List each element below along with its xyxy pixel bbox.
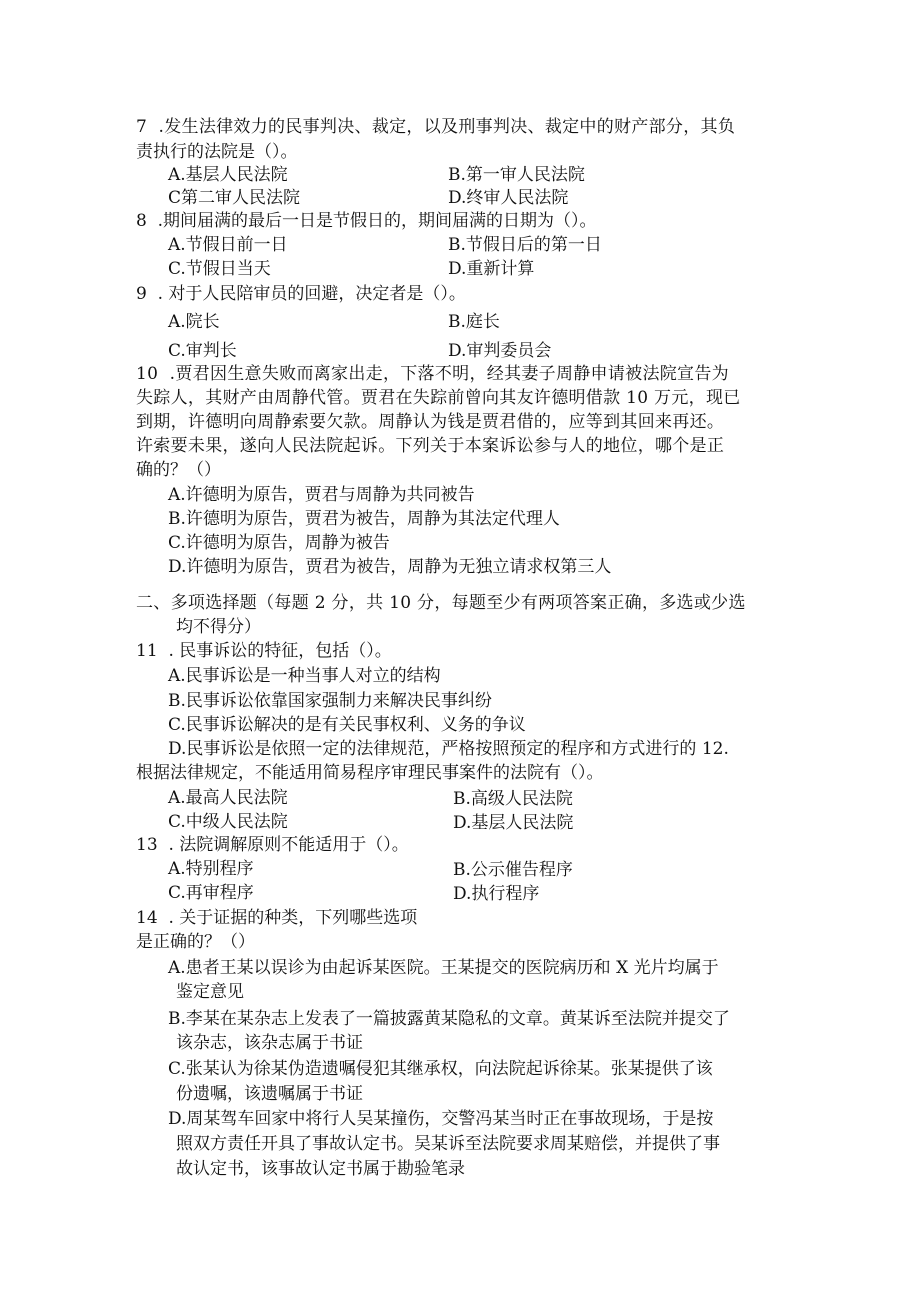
q8-stem: 8 .期间届满的最后一日是节假日的，期间届满的日期为（）。 bbox=[136, 211, 597, 231]
q11-option-b: B.民事诉讼依靠国家强制力来解决民事纠纷 bbox=[168, 691, 492, 711]
q11-stem: 11 . 民事诉讼的特征，包括（）。 bbox=[136, 641, 392, 661]
q13-option-a: A.特别程序 bbox=[168, 859, 254, 879]
q7-option-d: D.终审人民法院 bbox=[448, 188, 569, 208]
q13-option-c: C.再审程序 bbox=[168, 883, 254, 903]
q10-option-a: A.许德明为原告，贾君与周静为共同被告 bbox=[168, 485, 475, 505]
q10-stem-line1: 10 .贾君因生意失败而离家出走，下落不明，经其妻子周静申请被法院宣告为 bbox=[136, 364, 729, 384]
q9-option-c: C.审判长 bbox=[168, 341, 237, 361]
q8-option-a: A.节假日前一日 bbox=[168, 235, 288, 255]
q14-option-d-line1: D.周某驾车回家中将行人吴某撞伤，交警冯某当时正在事故现场，于是按 bbox=[168, 1109, 714, 1129]
section2-heading-line1: 二、多项选择题（每题 2 分，共 10 分，每题至少有两项答案正确，多选或少选 bbox=[136, 593, 746, 613]
q14-option-b-line1: B.李某在某杂志上发表了一篇披露黄某隐私的文章。黄某诉至法院并提交了 bbox=[168, 1009, 730, 1029]
q10-option-d: D.许德明为原告，贾君为被告，周静为无独立请求权第三人 bbox=[168, 557, 612, 577]
q12-option-a: A.最高人民法院 bbox=[168, 788, 288, 808]
q14-stem-line2: 是正确的？（） bbox=[136, 932, 255, 952]
q7-option-c: C第二审人民法院 bbox=[168, 188, 301, 208]
q9-option-a: A.院长 bbox=[168, 312, 220, 332]
q8-option-b: B.节假日后的第一日 bbox=[448, 235, 602, 255]
q7-option-a: A.基层人民法院 bbox=[168, 165, 288, 185]
q11-option-c: C.民事诉讼解决的是有关民事权利、义务的争议 bbox=[168, 715, 526, 735]
q9-option-d: D.审判委员会 bbox=[448, 341, 552, 361]
q14-option-c-line2: 份遗嘱，该遗嘱属于书证 bbox=[176, 1084, 363, 1104]
q12-option-c: C.中级人民法院 bbox=[168, 812, 288, 832]
q10-option-b: B.许德明为原告，贾君为被告，周静为其法定代理人 bbox=[168, 509, 560, 529]
q14-option-a-line2: 鉴定意见 bbox=[176, 982, 244, 1002]
q9-stem: 9 . 对于人民陪审员的回避，决定者是（）。 bbox=[136, 284, 466, 304]
q13-option-b: B.公示催告程序 bbox=[453, 860, 573, 880]
q14-option-d-line3: 故认定书，该事故认定书属于勘验笔录 bbox=[176, 1159, 465, 1179]
q11-option-d: D.民事诉讼是依照一定的法律规范，严格按照预定的程序和方式进行的 12. bbox=[168, 739, 729, 759]
q10-option-c: C.许德明为原告，周静为被告 bbox=[168, 533, 390, 553]
q13-option-d: D.执行程序 bbox=[453, 884, 540, 904]
q8-option-d: D.重新计算 bbox=[448, 259, 535, 279]
q12-stem: 根据法律规定，不能适用简易程序审理民事案件的法院有（）。 bbox=[136, 763, 604, 783]
section2-heading-line2: 均不得分） bbox=[176, 617, 261, 637]
q12-option-d: D.基层人民法院 bbox=[453, 813, 574, 833]
q13-stem: 13 . 法院调解原则不能适用于（）。 bbox=[136, 835, 409, 855]
q14-option-b-line2: 该杂志，该杂志属于书证 bbox=[176, 1033, 363, 1053]
q10-stem-line2: 失踪人，其财产由周静代管。贾君在失踪前曾向其友许德明借款 10 万元，现已 bbox=[136, 388, 741, 408]
q12-option-b: B.高级人民法院 bbox=[453, 789, 573, 809]
q14-stem-line1: 14 . 关于证据的种类，下列哪些选项 bbox=[136, 908, 418, 928]
q14-option-a-line1: A.患者王某以误诊为由起诉某医院。王某提交的医院病历和 X 光片均属于 bbox=[168, 958, 719, 978]
q10-stem-line4: 许索要未果，遂向人民法院起诉。下列关于本案诉讼参与人的地位，哪个是正 bbox=[136, 436, 725, 456]
q8-option-c: C.节假日当天 bbox=[168, 259, 271, 279]
q10-stem-line5: 确的？（） bbox=[136, 460, 221, 480]
q7-option-b: B.第一审人民法院 bbox=[448, 165, 585, 185]
q9-option-b: B.庭长 bbox=[448, 312, 500, 332]
q11-option-a: A.民事诉讼是一种当事人对立的结构 bbox=[168, 666, 441, 686]
q14-option-d-line2: 照双方责任开具了事故认定书。吴某诉至法院要求周某赔偿，并提供了事 bbox=[176, 1134, 720, 1154]
q7-stem-line2: 责执行的法院是（）。 bbox=[136, 142, 298, 162]
q14-option-c-line1: C.张某认为徐某伪造遗嘱侵犯其继承权，向法院起诉徐某。张某提供了该 bbox=[168, 1059, 713, 1079]
q10-stem-line3: 到期，许德明向周静索要欠款。周静认为钱是贾君借的，应等到其回来再还。 bbox=[136, 412, 725, 432]
q7-stem-line1: 7 .发生法律效力的民事判决、裁定，以及刑事判决、裁定中的财产部分，其负 bbox=[136, 117, 736, 137]
